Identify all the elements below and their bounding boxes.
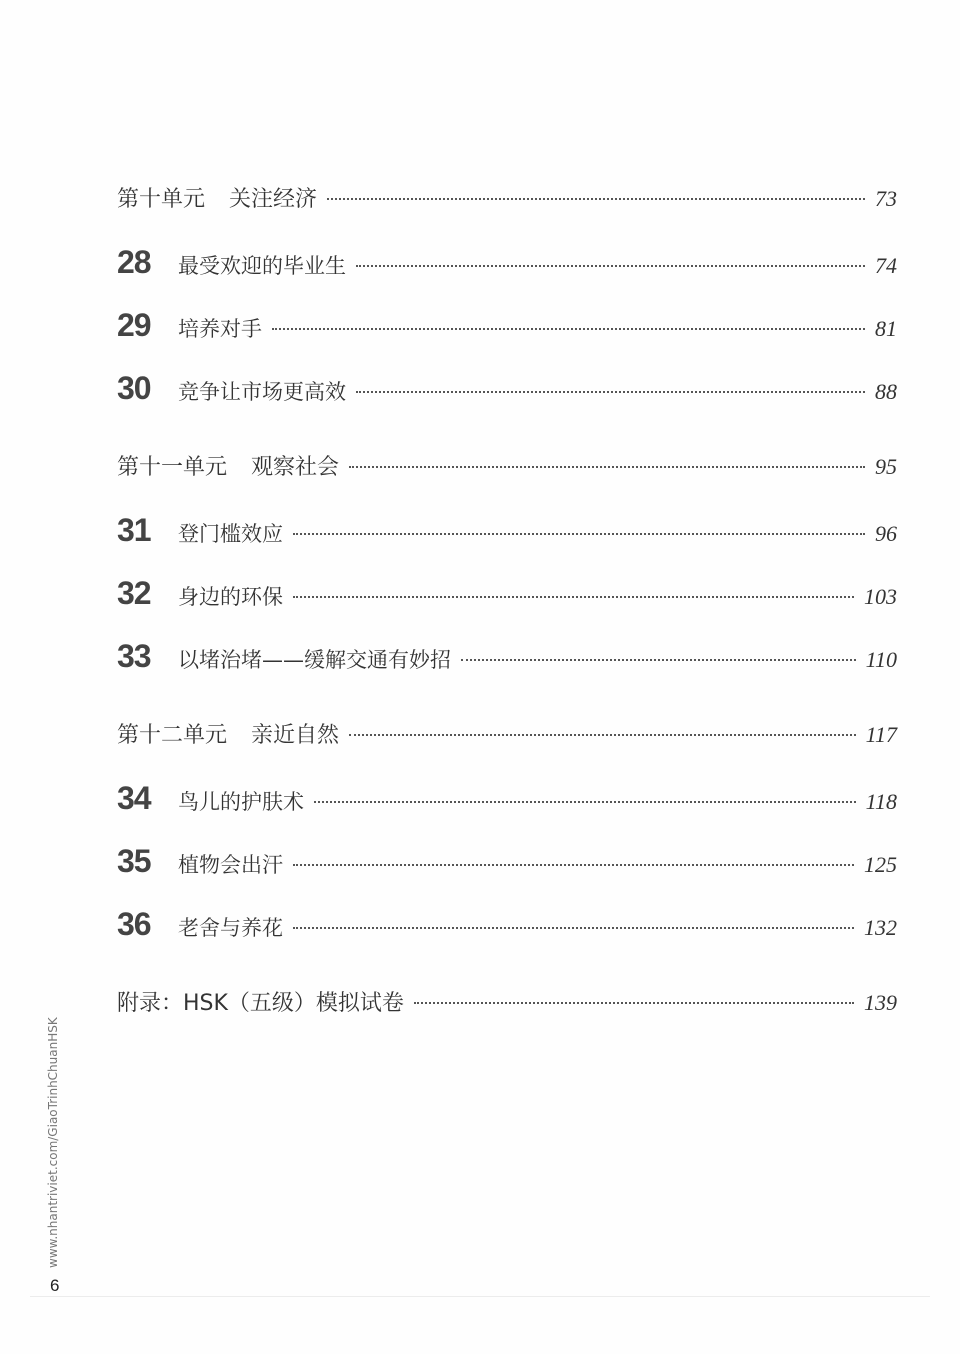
dot-leader (314, 801, 856, 803)
page-number: 103 (864, 584, 897, 609)
toc-lesson-35[interactable] (117, 843, 897, 883)
unit-label: 第十单元 (117, 187, 206, 212)
lesson-title: 培养对手 (178, 317, 262, 341)
folio-page-number: 6 (50, 1276, 60, 1295)
toc-unit-10[interactable] (117, 182, 897, 222)
lesson-number: 34 (117, 780, 151, 816)
lesson-number: 28 (117, 244, 151, 280)
toc-lesson-36[interactable] (117, 906, 897, 946)
toc-lesson-28[interactable] (117, 244, 897, 284)
dot-leader (414, 1002, 854, 1004)
dot-leader (349, 734, 856, 736)
toc-lesson-30[interactable] (117, 370, 897, 410)
lesson-title: 最受欢迎的毕业生 (178, 254, 346, 278)
unit-label: 第十二单元 (117, 723, 228, 748)
footer-divider (30, 1296, 930, 1297)
dot-leader (327, 198, 865, 200)
toc-unit-12[interactable] (117, 718, 897, 758)
appendix-title: 附录：HSK（五级）模拟试卷 (117, 991, 404, 1016)
page-number: 110 (865, 647, 897, 672)
page-number: 81 (875, 316, 897, 341)
dot-leader (356, 265, 865, 267)
page-number: 132 (864, 915, 897, 940)
toc-lesson-33[interactable] (117, 638, 897, 678)
page-number: 118 (865, 789, 897, 814)
dot-leader (293, 533, 865, 535)
page-number: 117 (865, 722, 897, 747)
dot-leader (293, 927, 854, 929)
watermark-url: www.nhantriviet.com/GiaoTrinhChuanHSK (46, 1017, 60, 1268)
dot-leader (293, 864, 854, 866)
lesson-title: 老舍与养花 (178, 916, 283, 940)
lesson-number: 29 (117, 307, 151, 343)
page-number: 139 (864, 990, 897, 1015)
lesson-number: 35 (117, 843, 151, 879)
toc-lesson-29[interactable] (117, 307, 897, 347)
lesson-title: 鸟儿的护肤术 (178, 790, 304, 814)
page-number: 96 (875, 521, 897, 546)
lesson-number: 32 (117, 575, 151, 611)
page-number: 95 (875, 454, 897, 479)
dot-leader (461, 659, 856, 661)
toc-lesson-34[interactable] (117, 780, 897, 820)
toc-appendix[interactable] (117, 986, 897, 1026)
unit-title: 亲近自然 (251, 723, 340, 748)
lesson-number: 36 (117, 906, 151, 942)
unit-label: 第十一单元 (117, 455, 228, 480)
unit-title: 关注经济 (229, 187, 318, 212)
lesson-title: 竞争让市场更高效 (178, 380, 346, 404)
toc-unit-11[interactable] (117, 450, 897, 490)
lesson-title: 以堵治堵——缓解交通有妙招 (178, 648, 451, 672)
page-number: 74 (875, 253, 897, 278)
toc-lesson-31[interactable] (117, 512, 897, 552)
lesson-number: 33 (117, 638, 151, 674)
dot-leader (272, 328, 865, 330)
lesson-title: 植物会出汗 (178, 853, 283, 877)
unit-title: 观察社会 (251, 455, 340, 480)
lesson-title: 登门槛效应 (178, 522, 283, 546)
toc-lesson-32[interactable] (117, 575, 897, 615)
page-number: 125 (864, 852, 897, 877)
dot-leader (293, 596, 854, 598)
dot-leader (356, 391, 865, 393)
dot-leader (349, 466, 865, 468)
page-number: 88 (875, 379, 897, 404)
lesson-title: 身边的环保 (178, 585, 283, 609)
lesson-number: 30 (117, 370, 151, 406)
lesson-number: 31 (117, 512, 151, 548)
page-number: 73 (875, 186, 897, 211)
